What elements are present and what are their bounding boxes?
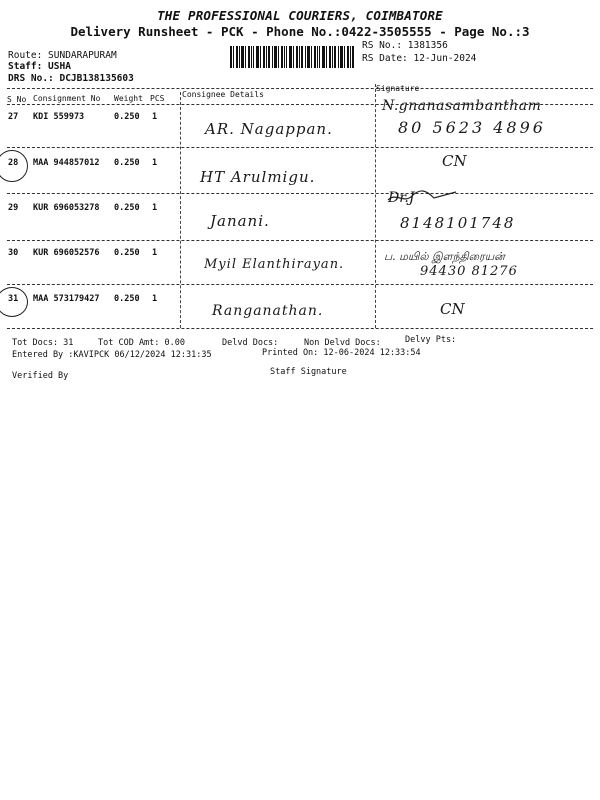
staff-signature: Staff Signature [270,367,347,377]
header-top-rule [7,88,593,89]
row-weight: 0.250 [114,203,140,213]
row-pcs: 1 [152,248,158,258]
row-signature-handwritten: CN [442,152,467,170]
printed-on: Printed On: 12-06-2024 12:33:54 [262,348,421,358]
row-pcs: 1 [152,158,158,168]
runsheet-title: Delivery Runsheet - PCK - Phone No.:0422-3505555 - Page No.:3 [70,24,530,39]
entered-by: Entered By :KAVIPCK 06/12/2024 12:31:35 [12,350,212,360]
col-weight: Weight [114,94,143,103]
row-consignee-handwritten: Janani. [210,212,270,230]
row-signature-handwritten: ப. மயில் இளந்திரையன் [384,250,505,263]
row-sno: 31 [8,294,19,304]
verified-by: Verified By [12,371,69,381]
row-signature-handwritten: Dr.J [388,190,415,206]
rs-date: RS Date: 12-Jun-2024 [362,53,477,64]
drs-number: DRS No.: DCJB138135603 [8,73,134,84]
row-consignee-handwritten: Myil Elanthirayan. [204,257,345,272]
row-consignment: MAA 944857012 [33,158,100,168]
route-label: Route: SUNDARAPURAM [8,50,117,61]
company-title: THE PROFESSIONAL COURIERS, COIMBATORE [157,8,443,23]
row-consignee-handwritten: AR. Nagappan. [205,120,333,138]
rs-number: RS No.: 1381356 [362,40,448,51]
delivered-docs: Delvd Docs: [222,338,279,348]
row-weight: 0.250 [114,294,140,304]
row-consignment: MAA 573179427 [33,294,100,304]
signature-scribble [386,188,466,208]
row-rule [7,147,593,148]
row-signature-phone: 80 5623 4896 [398,118,546,137]
row-weight: 0.250 [114,158,140,168]
col-signature: Signature [376,84,420,93]
row-signature-phone: 8148101748 [400,214,516,232]
row-sno: 30 [8,248,19,258]
row-rule [7,193,593,194]
row-signature-handwritten: CN [440,300,465,318]
row-signature-handwritten: N.gnanasambantham [382,98,542,114]
delivery-points: Delvy Pts: [405,335,457,345]
col-consignment: Consignment No [33,94,101,103]
row-pcs: 1 [152,294,158,304]
row-consignment: KUR 696052576 [33,248,100,258]
row-weight: 0.250 [114,248,140,258]
barcode [230,46,354,68]
row-sno: 29 [8,203,19,213]
total-cod-amount: Tot COD Amt: 0.00 [98,338,185,348]
row-signature-phone: 94430 81276 [420,264,518,279]
col-pcs: PCS [150,94,165,103]
row-rule [7,240,593,241]
row-pcs: 1 [152,112,158,122]
signature-column-divider [375,84,376,328]
staff-label: Staff: USHA [8,61,71,72]
row-consignee-handwritten: Ranganathan. [212,303,324,319]
row-sno: 27 [8,112,19,122]
non-delivered-docs: Non Delvd Docs: [304,338,381,348]
col-consignee: Consignee Details [182,90,264,99]
total-docs: Tot Docs: 31 [12,338,74,348]
row-sno: 28 [8,158,19,168]
row-rule [7,284,593,285]
row-consignee-handwritten: HT Arulmigu. [200,168,316,186]
table-bottom-rule [7,328,593,329]
row-pcs: 1 [152,203,158,213]
row-consignment: KDI 559973 [33,112,85,122]
row-consignment: KUR 696053278 [33,203,100,213]
col-sno: S No [7,95,27,104]
consignee-column-divider [180,92,181,328]
row-weight: 0.250 [114,112,140,122]
